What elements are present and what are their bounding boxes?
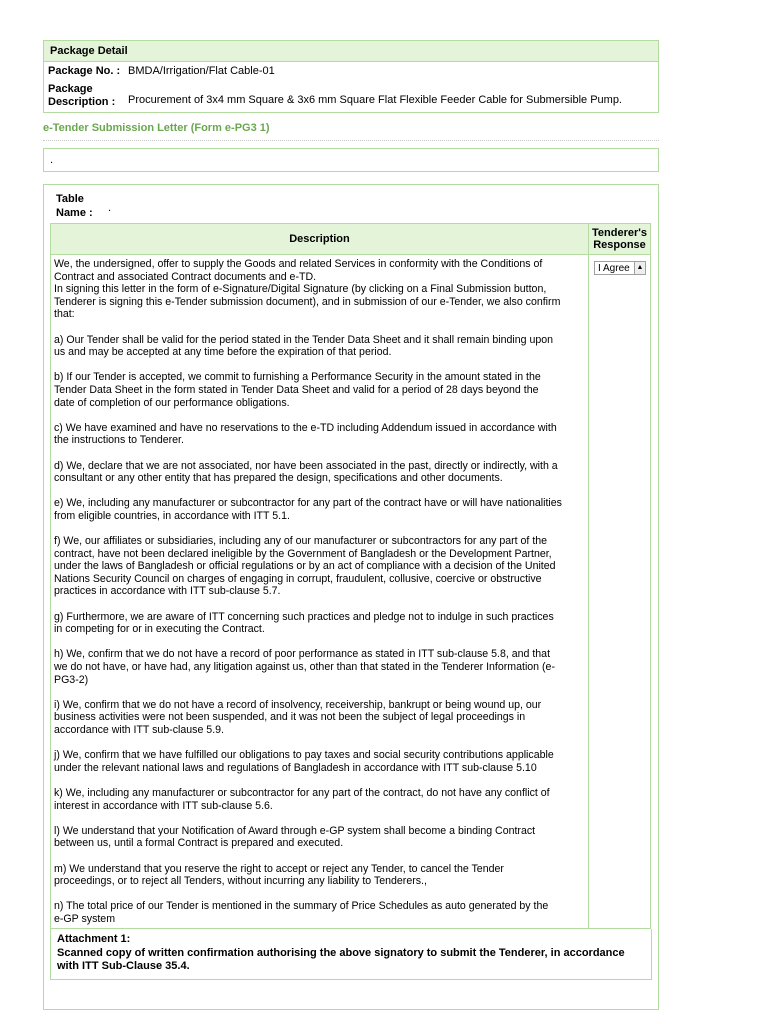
description-line: f) We, our affiliates or subsidiaries, including any of our manufacturer or subcontractors for any part of the <box>54 535 548 548</box>
description-line: l) We understand that your Notification of Award through e-GP system shall become a binding Contract <box>54 824 536 837</box>
attachment-title: Attachment 1: <box>57 933 131 946</box>
description-line: h) We, confirm that we do not have a record of poor performance as stated in ITT sub-clause 5.8, and that <box>54 648 551 661</box>
description-paragraph <box>54 371 585 409</box>
attachment-box <box>50 929 652 980</box>
description-line: contract, have not been declared ineligible by the Government of Bangladesh or the Development Partner, <box>54 547 552 560</box>
column-header-response <box>589 224 651 255</box>
package-detail-header: Package Detail <box>44 41 658 62</box>
table-row <box>51 255 651 929</box>
description-paragraph <box>54 749 585 774</box>
response-cell <box>589 255 651 929</box>
description-line: n) The total price of our Tender is mentioned in the summary of Price Schedules as auto generated by the <box>54 900 549 913</box>
description-line: m) We understand that you reserve the right to accept or reject any Tender, to cancel the Tender <box>54 862 504 875</box>
description-line: proceedings, or to reject all Tenders, without incurring any liability to Tenderers., <box>54 875 427 888</box>
table-name-value: . <box>108 202 112 214</box>
description-paragraph <box>54 648 585 686</box>
description-paragraph <box>54 825 585 850</box>
description-paragraph <box>54 460 585 485</box>
table-name-label-line2: Name : <box>56 207 93 219</box>
table-name-row <box>50 189 652 223</box>
description-paragraph <box>54 258 585 321</box>
description-line: PG3-2) <box>54 673 89 686</box>
submission-table-container <box>43 184 659 1010</box>
column-header-response-line1: Tenderer's <box>592 227 647 239</box>
description-line: a) Our Tender shall be valid for the period stated in the Tender Data Sheet and it shall remain binding upon <box>54 333 554 346</box>
package-description-label-line1: Package <box>48 83 93 95</box>
description-line: interest in accordance with ITT sub-clause 5.6. <box>54 799 273 812</box>
description-line: b) If our Tender is accepted, we commit to furnishing a Performance Security in the amount stated in the <box>54 371 541 384</box>
package-no-value: BMDA/Irrigation/Flat Cable-01 <box>128 64 275 77</box>
column-header-response-line2: Response <box>593 239 646 251</box>
description-cell <box>51 255 589 929</box>
description-line: Tender Data Sheet in the form stated in Tender Data Sheet and valid for a period of 28 days beyond the <box>54 383 539 396</box>
package-description-label <box>48 83 128 109</box>
description-line: k) We, including any manufacturer or subcontractor for any part of the contract, do not have any conflict of <box>54 786 550 799</box>
description-paragraph <box>54 611 585 636</box>
description-line: e-GP system <box>54 912 116 925</box>
description-line: Nations Security Council on charges of engaging in corrupt, fraudulent, collusive, coercive or obstructive <box>54 572 542 585</box>
description-line: that: <box>54 308 75 321</box>
description-line: d) We, declare that we are not associated, nor have been associated in the past, directly or indirectly, with a <box>54 459 558 472</box>
package-description-row <box>44 80 658 112</box>
description-line: in competing for or in executing the Contract. <box>54 623 265 636</box>
description-line: under the relevant national laws and regulations of Bangladesh in accordance with ITT sub-clause 5.10 <box>54 761 537 774</box>
info-box <box>43 148 659 172</box>
description-paragraph <box>54 787 585 812</box>
package-no-label: Package No. : <box>48 64 121 77</box>
description-line: g) Furthermore, we are aware of ITT concerning such practices and pledge not to indulge in such practices <box>54 610 554 623</box>
description-line: between us, until a formal Contract is prepared and executed. <box>54 837 344 850</box>
description-line: accordance with ITT sub-clause 5.9. <box>54 723 224 736</box>
package-no-row <box>44 62 658 80</box>
description-line: We, the undersigned, offer to supply the Goods and related Services in conformity with the Conditions of <box>54 258 543 270</box>
description-paragraph <box>54 497 585 522</box>
description-line: the instructions to Tenderer. <box>54 434 184 447</box>
description-line: business activities were not been suspended, and it was not been the subject of legal proceedings in <box>54 711 526 724</box>
package-detail-box <box>43 40 659 113</box>
form-title: e-Tender Submission Letter (Form e-PG3 1) <box>43 122 270 134</box>
dropdown-arrow-icon[interactable]: ▲ <box>634 262 645 274</box>
submission-table <box>50 223 651 929</box>
description-paragraph <box>54 334 585 359</box>
description-line: c) We have examined and have no reservations to the e-TD including Addendum issued in accordance with <box>54 421 557 434</box>
attachment-line1: Scanned copy of written confirmation authorising the above signatory to submit the Tenderer, in accordance <box>57 946 625 959</box>
description-line: j) We, confirm that we have fulfilled our obligations to pay taxes and social security contributions applicable <box>54 749 554 762</box>
description-line: practices in accordance with ITT sub-clause 5.7. <box>54 585 281 598</box>
description-paragraph <box>54 535 585 598</box>
description-paragraph <box>54 699 585 737</box>
attachment-line2: with ITT Sub-Clause 35.4. <box>57 960 190 973</box>
description-paragraph <box>54 863 585 888</box>
table-name-label <box>56 192 108 220</box>
table-name-label-line1: Table <box>56 193 84 205</box>
package-description-label-line2: Description : <box>48 96 116 108</box>
table-header-row <box>51 224 651 255</box>
description-line: consultant or any other entity that has prepared the design, specifications and other documents. <box>54 472 503 485</box>
dotted-divider <box>43 140 659 141</box>
description-line: Contract and associated Contract documents and e-TD. <box>54 270 317 283</box>
package-description-value: Procurement of 3x4 mm Square & 3x6 mm Square Flat Flexible Feeder Cable for Submersible Pump. <box>128 93 622 106</box>
description-line: date of completion of our performance obligations. <box>54 396 290 409</box>
description-line: under the laws of Bangladesh or official regulations or by an act of compliance with a decision of the United <box>54 560 556 573</box>
description-paragraph <box>54 900 585 925</box>
description-line: In signing this letter in the form of e-Signature/Digital Signature (by clicking on a Final Submission button, <box>54 283 547 296</box>
response-select[interactable] <box>594 261 646 275</box>
description-line: we do not have, or have had, any litigation against us, other than that stated in the Tenderer Information (e- <box>54 661 555 673</box>
description-paragraph <box>54 422 585 447</box>
column-header-description: Description <box>51 224 589 255</box>
description-line: us and may be accepted at any time before the expiration of that period. <box>54 346 392 359</box>
info-box-text: . <box>50 154 54 166</box>
description-line: i) We, confirm that we do not have a record of insolvency, receivership, bankrupt or being wound up, our <box>54 698 542 711</box>
tender-form-page <box>43 40 659 1010</box>
description-line: e) We, including any manufacturer or subcontractor for any part of the contract have or will have nationalities <box>54 497 562 510</box>
description-line: Tenderer is signing this e-Tender submission document), and in submission of our e-Tender, we also confirm <box>54 295 561 308</box>
description-line: from eligible countries, in accordance with ITT 5.1. <box>54 509 290 522</box>
response-select-value: I Agree <box>598 263 630 274</box>
